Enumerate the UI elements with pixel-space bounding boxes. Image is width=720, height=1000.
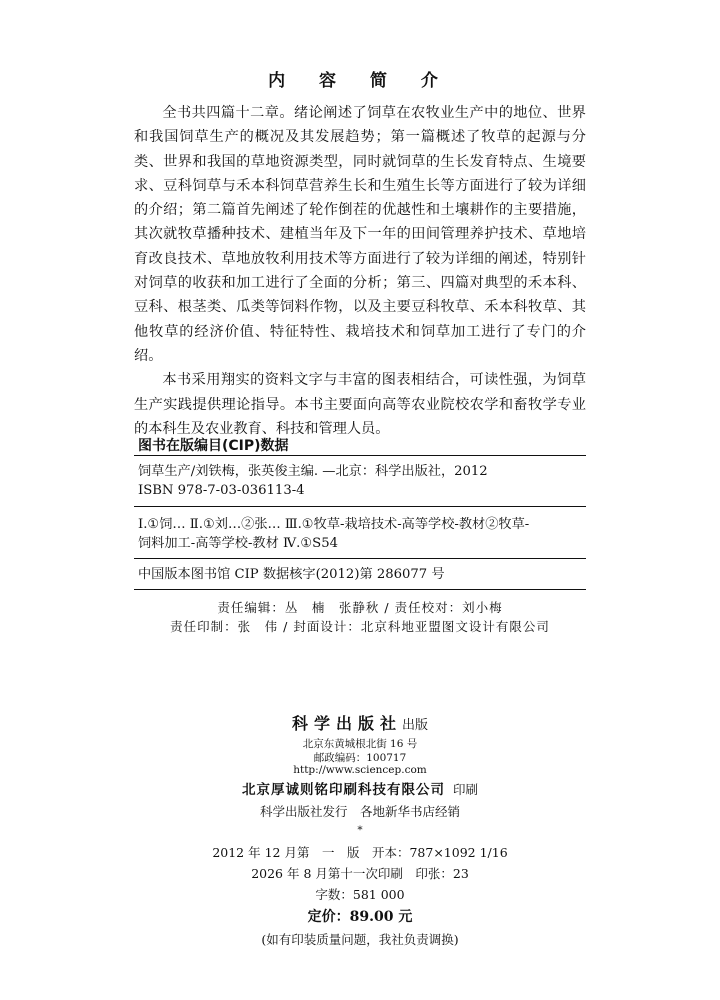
printer-line	[0, 778, 720, 798]
editor-credits: 责任编辑：丛 楠 张静秋 / 责任校对：刘小梅	[217, 600, 503, 615]
printing-line: 2026 年 8 月第十一次印刷 印张：23	[251, 866, 469, 881]
cip-divider	[134, 506, 586, 507]
production-credits: 责任印制：张 伟 / 封面设计：北京科地亚盟图文设计有限公司	[170, 619, 550, 634]
cip-classification-2: 饲料加工-高等学校-教材 Ⅳ.①S54	[138, 536, 338, 551]
cip-top-rule	[134, 455, 586, 456]
cip-isbn: ISBN 978-7-03-036113-4	[138, 483, 305, 498]
price: 定价：89.00 元	[307, 909, 413, 925]
separator-asterisk: *	[357, 824, 363, 836]
distribution-line: 科学出版社发行 各地新华书店经销	[259, 804, 460, 819]
publisher-suffix: 出版	[402, 718, 429, 733]
edition-line: 2012 年 12 月第 一 版 开本：787×1092 1/16	[212, 845, 508, 860]
publisher-address: 北京东黄城根北街 16 号	[302, 738, 418, 750]
printer-suffix: 印刷	[452, 782, 478, 797]
intro-paragraph: 本书采用翔实的资料文字与丰富的图表相结合，可读性强，为饲草生产实践提供理论指导。本书主要面向高等农业院校农学和畜牧学专业的本科生及农业教育、科技和管理人员。	[134, 372, 586, 437]
cip-divider	[134, 558, 586, 559]
cip-title-line: 饲草生产/刘铁梅，张英俊主编. —北京：科学出版社，2012	[138, 464, 488, 479]
cip-bottom-rule	[134, 589, 586, 590]
publisher-postcode: 邮政编码：100717	[313, 752, 407, 764]
introduction-body	[134, 101, 586, 441]
publisher-name: 科学出版社	[291, 714, 402, 733]
quality-notice: (如有印装质量问题，我社负责调换)	[261, 932, 459, 947]
page-title: 内 容 简 介	[268, 71, 452, 91]
publisher-website: http://www.sciencep.com	[293, 764, 427, 776]
cip-heading: 图书在版编目(CIP)数据	[138, 438, 289, 454]
cip-classification-1: Ⅰ.①饲… Ⅱ.①刘…②张… Ⅲ.①牧草-栽培技术-高等学校-教材②牧草-	[138, 517, 530, 532]
intro-paragraph: 全书共四篇十二章。绪论阐述了饲草在农牧业生产中的地位、世界和我国饲草生产的概况及其发展趋势；第一篇概述了牧草的起源与分类、世界和我国的草地资源类型，同时就饲草的生长发育特点、生境要求、豆科饲草与禾本科饲草营养生长和生殖生长等方面进行了较为详细的介绍；第二篇首先阐述了轮作倒茬的优越性和土壤耕作的主要措施，其次就牧草播种技术、建植当年及下一年的田间管理养护技术、草地培育改良技术、草地放牧利用技术等方面进行了较为详细的阐述，特别针对饲草的收获和加工进行了全面的分析；第三、四篇对典型的禾本科、豆科、根茎类、瓜类等饲料作物，以及主要豆科牧草、禾本科牧草、其他牧草的经济价值、特征特性、栽培技术和饲草加工进行了专门的介绍。	[134, 105, 586, 364]
word-count: 字数：581 000	[315, 887, 405, 902]
publisher-line	[0, 711, 720, 734]
printer-name: 北京厚诚则铭印刷科技有限公司	[241, 782, 445, 798]
cip-record-number: 中国版本图书馆 CIP 数据核字(2012)第 286077 号	[138, 567, 445, 582]
